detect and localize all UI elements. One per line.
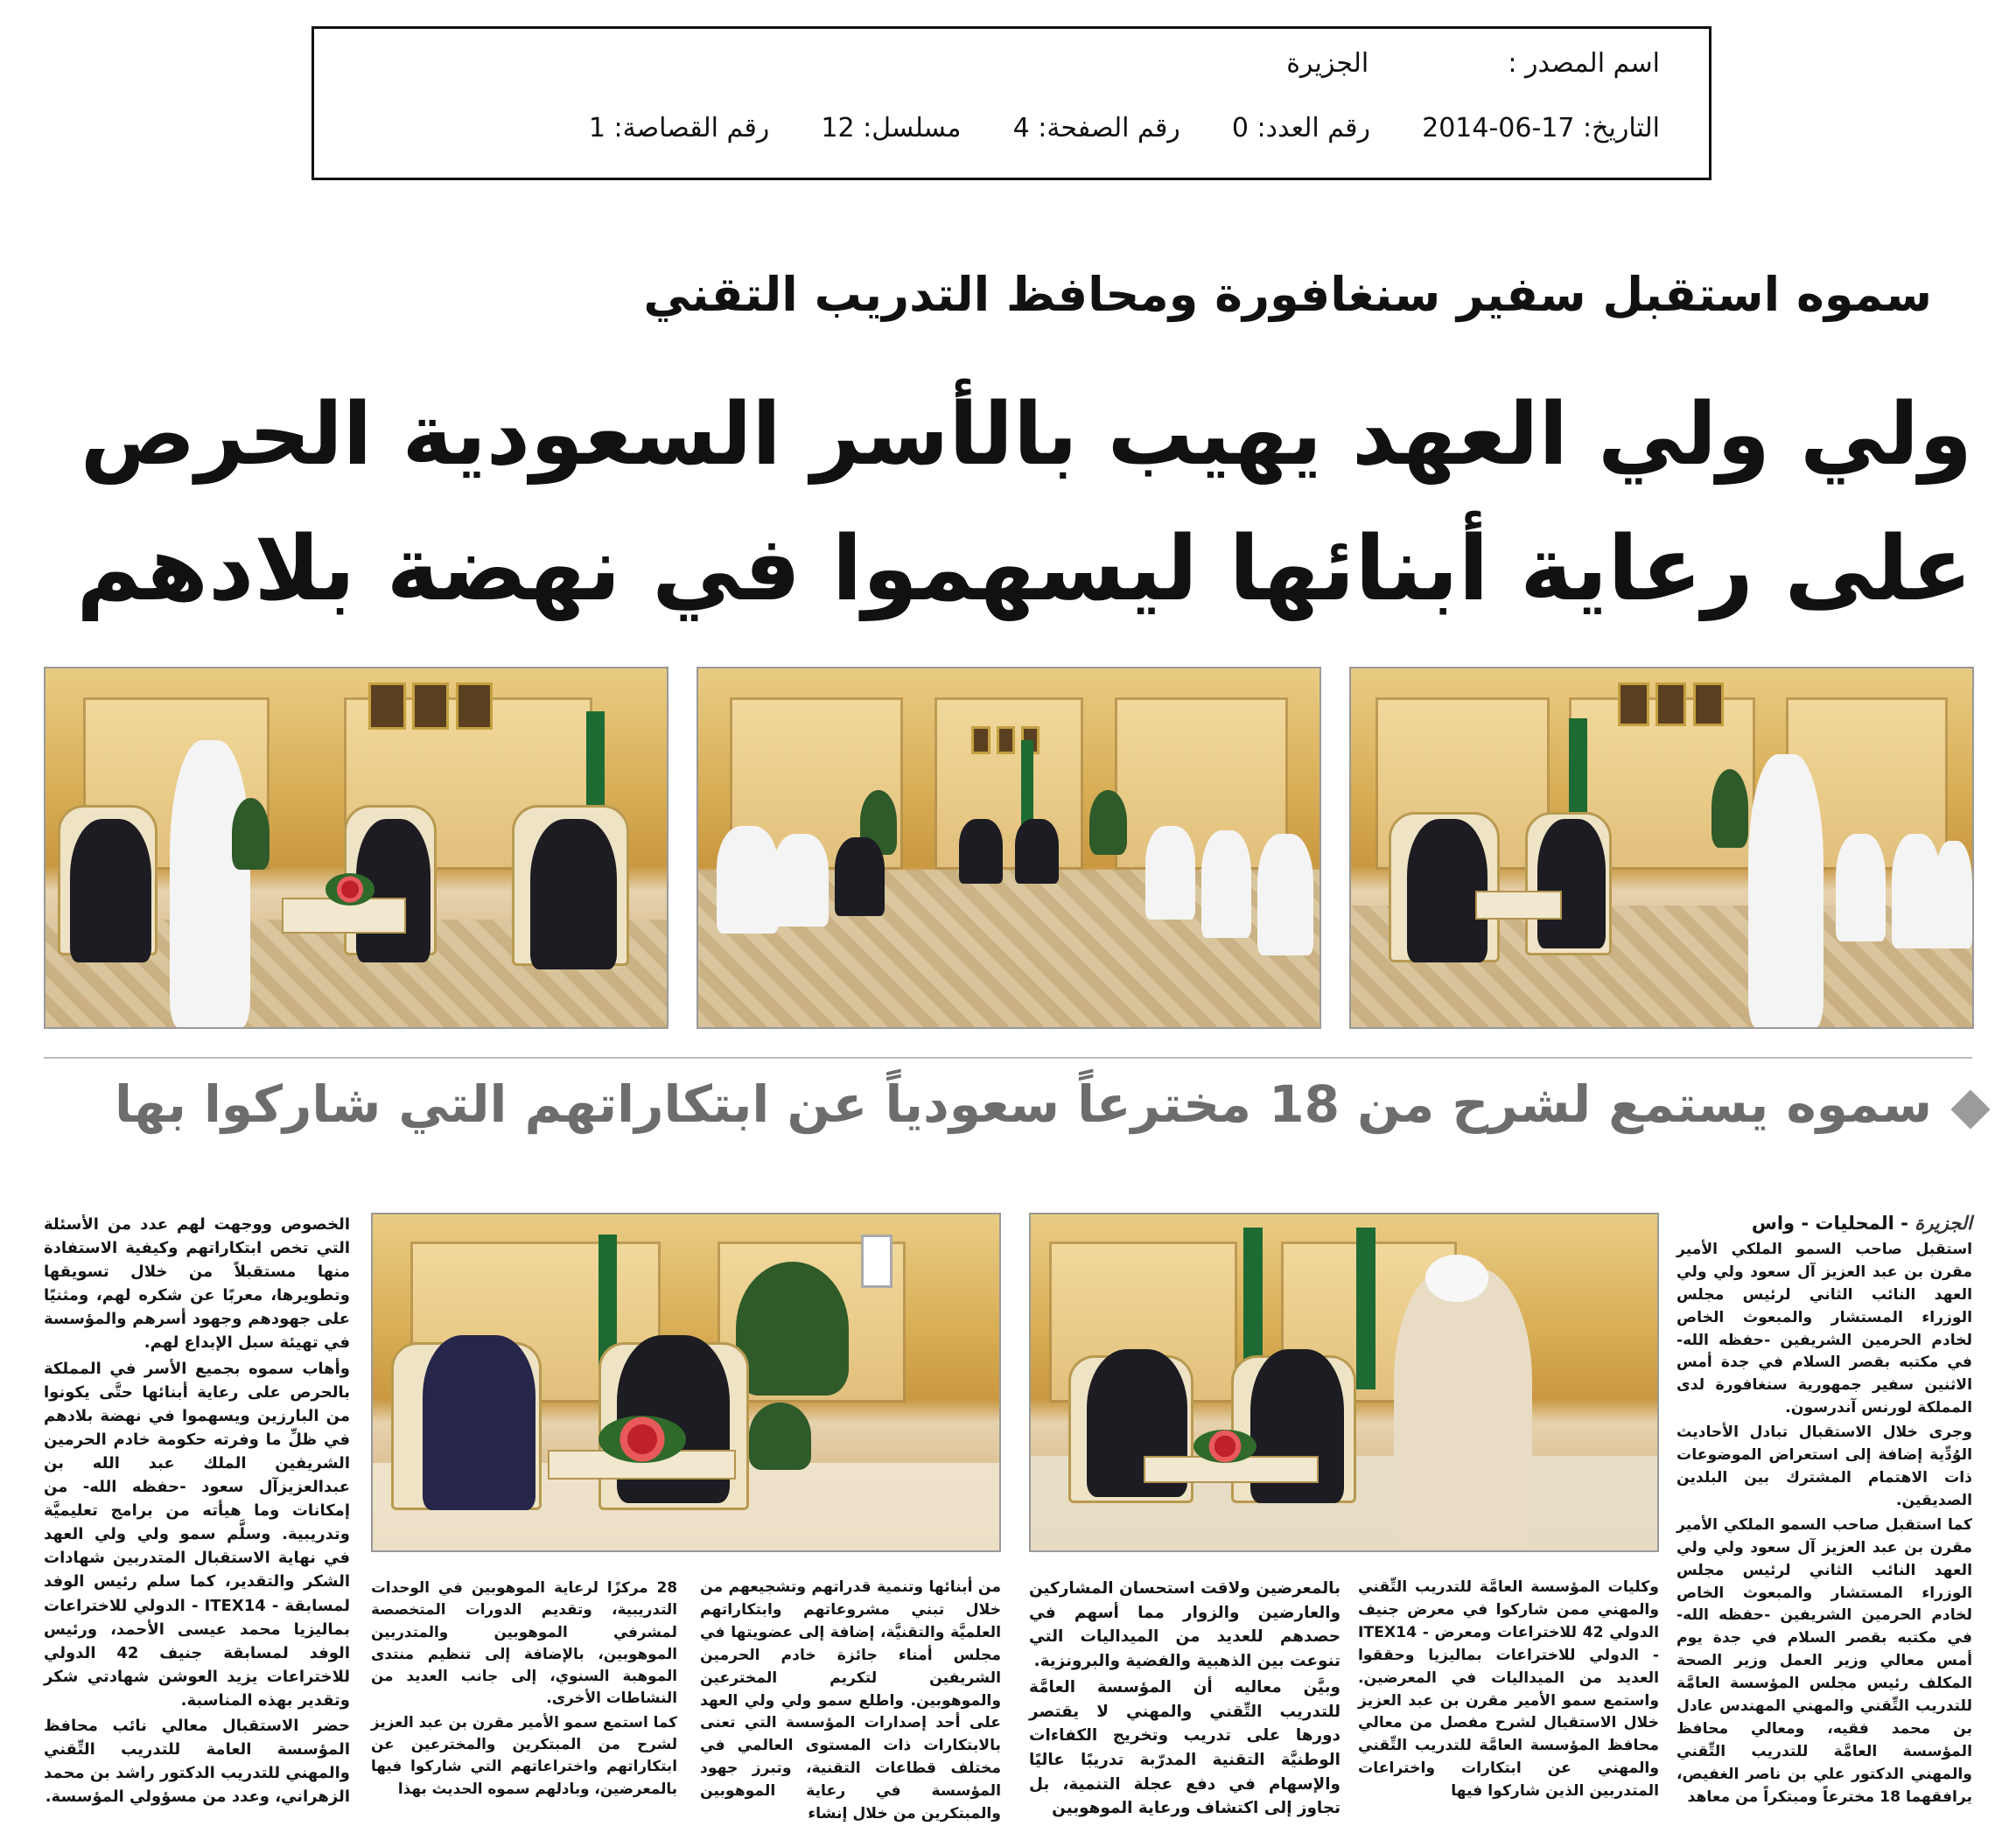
- article-column-6: [44, 1213, 350, 1810]
- clip-value: 1: [588, 113, 606, 143]
- clip-label: رقم القصاصة:: [613, 113, 770, 143]
- date-label: التاريخ:: [1583, 113, 1660, 143]
- source-details-row: [589, 113, 1660, 143]
- issue-value: 0: [1231, 113, 1249, 143]
- photo-prince-with-officials: [1029, 1213, 1659, 1552]
- paragraph: 28 مركزًا لرعاية الموهوبين في الوحدات التدريبية، وتقديم الدورات المتخصصة لمشرفي الموهوبين والمتدربين الموهوبين، بالإضافة إلى تنظيم منتدى الموهبة السنوي، إلى جانب العديد من النشاطات الأخرى.: [371, 1578, 677, 1707]
- photo-prince-with-ambassador: [371, 1213, 1001, 1552]
- photo-meeting-center: [696, 667, 1321, 1029]
- article-kicker: سموه استقبل سفير سنغافورة ومحافظ التدريب التقني: [643, 267, 1932, 322]
- paragraph: وجرى خلال الاستقبال تبادل الأحاديث الوُدِّية إضافة إلى استعراض الموضوعات ذات الاهتمام المشترك بين البلدين الصديقين.: [1676, 1424, 1972, 1509]
- paragraph: وأهاب سموه بجميع الأسر في المملكة بالحرص على رعاية أبنائها حتَّى يكونوا من البارزين ويسهموا في نهضة بلادهم في ظلِّ ما وفرته حكومة خادم الحرمين الشريفين الملك عبد الله بن عبدالعزيزآل سعود -حفظه الله- من إمكانات وما هيأته من برامج تعليميَّة وتدريبية. وسلَّم سمو ولي ولي العهد في نهاية الاستقبال المتدربين شهادات الشكر والتقدير، كما سلم رئيس الوفد لمسابقة - ITEX14 - الدولي للاختراعات بماليزيا محمد عيسى الأحمد، ورئيس الوفد لمسابقة جنيف 42 الدولي للاختراعات يزيد العوشن شهادتي شكر وتقدير بهذه المناسبة.: [44, 1359, 350, 1710]
- diamond-bullet-icon: [1950, 1089, 1990, 1129]
- source-name-label: اسم المصدر :: [1508, 48, 1660, 79]
- source-name-value: الجزيرة: [1286, 48, 1369, 79]
- serial-label: مسلسل:: [863, 113, 962, 143]
- sub-headline: سموه يستمع لشرح من 18 مخترعاً سعودياً عن ابتكاراتهم التي شاركوا بها: [115, 1074, 1932, 1134]
- date-value: 2014-06-17: [1422, 113, 1575, 143]
- photo-meeting-right: [1349, 667, 1974, 1029]
- source-info-box: [312, 26, 1712, 180]
- headline-line-2: على رعاية أبنائها ليسهموا في نهضة بلادهم: [76, 517, 1972, 621]
- paragraph: حضر الاستقبال معالي نائب محافظ المؤسسة العامة للتدريب التِّقني والمهني للتدريب الدكتور راشد بن محمد الزهراني، وعدد من مسؤولي المؤسسة.: [44, 1716, 350, 1807]
- source-name-row: [1286, 48, 1660, 79]
- al-jazirah-logo: الجزيرة: [1914, 1213, 1972, 1234]
- article-column-3: [1029, 1577, 1340, 1823]
- headline-line-1: ولي ولي العهد يهيب بالأسر السعودية الحرص: [80, 385, 1972, 485]
- serial-value: 12: [821, 113, 855, 143]
- issue-label: رقم العدد:: [1256, 113, 1371, 143]
- page-label: رقم الصفحة:: [1038, 113, 1180, 143]
- article-column-1: [1676, 1213, 1972, 1811]
- section-divider: [44, 1057, 1972, 1059]
- byline-text: - المحليات - واس: [1751, 1213, 1908, 1234]
- paragraph: استقبل صاحب السمو الملكي الأمير مقرن بن عبد العزيز آل سعود ولي ولي العهد النائب الثاني لرئيس مجلس الوزراء المستشار والمبعوث الخاص لخادم الحرمين الشريفين -حفظه الله- في مكتبه بقصر السلام في جدة أمس الاثنين سفير جمهورية سنغافورة لدى المملكة لورنس آندرسون.: [1676, 1240, 1972, 1417]
- article-column-2: [1358, 1577, 1659, 1805]
- paragraph: كما استمع سمو الأمير مقرن بن عبد العزيز لشرح من المبتكرين والمخترعين عن ابتكاراتهم واختراعاتهم التي شاركوا فيها بالمعرضين، وبادلهم سموه الحديث بهذا: [371, 1712, 677, 1797]
- photo-meeting-left: [44, 667, 668, 1029]
- paragraph: وكليات المؤسسة العامَّة للتدريب التِّقني والمهني ممن شاركوا في معرض جنيف الدولي 42 للاختراعات ومعرض - ITEX14 - الدولي للاختراعات بماليزيا وحققوا العديد من الميداليات في المعرضين. واستمع سمو الأمير مقرن بن عبد العزيز خلال الاستقبال لشرح مفصل من معالي محافظ المؤسسة العامَّة للتدريب التِّقني والمهني عن ابتكارات واختراعات المتدربين الذين شاركوا فيها: [1358, 1578, 1659, 1801]
- paragraph: من أبنائها وتنمية قدراتهم وتشجيعهم من خلال تبني مشروعاتهم وابتكاراتهم العلميَّة والتقنيَّة، إضافة إلى عضويتها في مجلس أمناء جائزة خادم الحرمين الشريفين لتكريم المخترعين والموهوبين. واطلع سمو ولي ولي العهد على أحد إصدارات المؤسسة التي تعنى بالابتكارات ذات المستوى العالمي في مختلف قطاعات التقنية، وتبرز جهود المؤسسة في رعاية الموهوبين والمبتكرين من خلال إنشاء: [700, 1578, 1001, 1823]
- article-column-5: [371, 1577, 677, 1802]
- page-value: 4: [1012, 113, 1030, 143]
- paragraph: كما استقبل صاحب السمو الملكي الأمير مقرن بن عبد العزيز آل سعود ولي ولي العهد النائب الثاني لرئيس مجلس الوزراء المستشار والمبعوث الخاص لخادم الحرمين الشريفين -حفظه الله- في مكتبه بقصر السلام في جدة يوم أمس معالي وزير العمل وزير الصحة المكلف رئيس مجلس المؤسسة العامَّة للتدريب التِّقني والمهني المهندس عادل بن محمد فقيه، ومعالي محافظ المؤسسة العامَّة للتدريب التِّقني والمهني الدكتور علي بن ناصر الغفيص، يرافقهما 18 مخترعاً ومبتكراً من معاهد: [1676, 1515, 1972, 1806]
- paragraph: بالمعرضين ولاقت استحسان المشاركين والعارضين والزوار مما أسهم في حصدهم للعديد من الميداليات التي تنوعت بين الذهبية والفضية والبرونزية.: [1029, 1579, 1340, 1671]
- paragraph: وبيَّن معاليه أن المؤسسة العامَّة للتدريب التِّقني والمهني لا يقتصر دورها على تدريب وتخريج الكفاءات الوطنيَّة التقنية المدرّبة تدريبًا عاليًا والإسهام في دفع عجلة التنمية، بل تجاوز إلى اكتشاف ورعاية الموهوبين: [1029, 1677, 1340, 1818]
- article-byline: [1676, 1213, 1972, 1235]
- paragraph: الخصوص ووجهت لهم عدد من الأسئلة التي تخص ابتكاراتهم وكيفية الاستفادة منها مستقبلاً من خلال تسويقها وتطويرها، معربًا عن شكره لهم، ومثنيًا على جهودهم وجهود أسرهم والمؤسسة في تهيئة سبل الإبداع لهم.: [44, 1215, 350, 1353]
- article-column-4: [700, 1577, 1001, 1828]
